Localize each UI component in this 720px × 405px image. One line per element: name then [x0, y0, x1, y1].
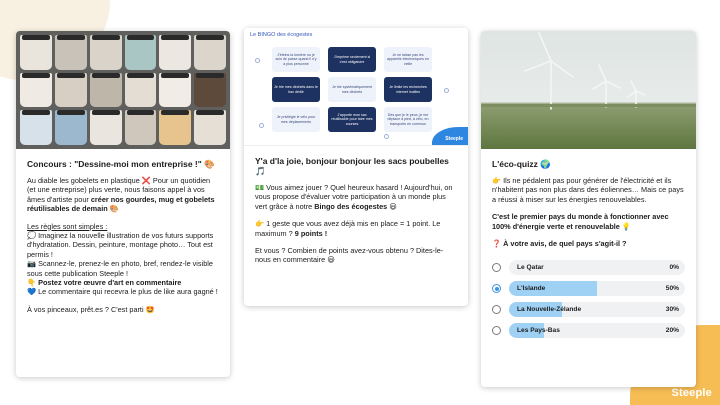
bingo-post-card[interactable] — [244, 28, 468, 306]
poll-option-label: Les Pays-Bas — [517, 327, 560, 335]
cup — [125, 73, 157, 108]
post-body — [481, 176, 696, 248]
radio-icon[interactable] — [492, 326, 501, 335]
cup — [20, 73, 52, 108]
bingo-cell: Je ne laisse pas les appareils électroniques en veille — [384, 47, 432, 72]
wind-turbines-illustration — [481, 31, 696, 149]
poll-option-label: L'Islande — [517, 285, 546, 293]
question-paragraph: Et vous ? Combien de points avez-vous obtenu ? Dites-le-nous en commentaire 😃 — [255, 246, 444, 265]
poll — [481, 256, 696, 338]
cup — [194, 73, 226, 108]
cup — [194, 35, 226, 70]
rule-item: 👇 Postez votre œuvre d'art en commentaire — [27, 278, 182, 288]
cups-image — [16, 31, 230, 149]
bingo-cell: J'apporte mon sac réutilisable pour faire mes courses — [328, 107, 376, 132]
bingo-cell: Je trie mes déchets dans le bac dédié — [272, 77, 320, 102]
cup — [90, 73, 122, 108]
poll-option-percent: 30% — [665, 306, 679, 314]
intro-paragraph: 💵 Vous aimez jouer ? Quel heureux hasard ! Aujourd'hui, on vous propose d'évaluer votre participation à un monde plus vert grâce à notre Bingo des écogestes 😃 — [255, 183, 453, 211]
poll-option[interactable] — [492, 302, 685, 317]
bingo-image — [244, 28, 468, 146]
bingo-title: Le BINGO des écogestes — [250, 32, 313, 38]
cup — [194, 110, 226, 145]
post-title: Y'a d'la joie, bonjour bonjour les sacs poubelles 🎵 — [255, 156, 449, 176]
cup — [159, 110, 191, 145]
bingo-cell: Je trie systématiquement mes déchets — [328, 77, 376, 102]
bingo-cell: Je privilégie le vélo pour mes déplacements — [272, 107, 320, 132]
cup — [55, 110, 87, 145]
quiz-question: ❓ À votre avis, de quel pays s'agit-il ? — [492, 239, 627, 249]
bingo-cell: Dès que je le peux, je me déplace à pied, à vélo, en transports en commun — [384, 107, 432, 132]
rule-item: 💙 Le commentaire qui recevra le plus de like aura gagné ! — [27, 287, 218, 297]
cup — [159, 35, 191, 70]
points-paragraph: 👉 1 geste que vous avez déjà mis en place = 1 point. Le maximum ? 9 points ! — [255, 219, 441, 238]
fact-paragraph: C'est le premier pays du monde à fonctionner avec 100% d'énergie verte et renouvelable 💡 — [492, 212, 669, 231]
post-body — [244, 183, 468, 265]
poll-option-percent: 20% — [665, 327, 679, 335]
bingo-cell: Je limite les recherches internet inutiles — [384, 77, 432, 102]
post-title: Concours : "Dessine-moi mon entreprise !" 🎨 — [27, 159, 215, 169]
bingo-cell: J'imprime seulement si c'est obligatoire — [328, 47, 376, 72]
post-title: L'éco-quizz 🌍 — [492, 159, 551, 169]
poll-option-bar[interactable] — [509, 302, 685, 317]
cup — [20, 110, 52, 145]
recycle-icon — [259, 123, 264, 128]
rule-item: 💭 Imaginez la nouvelle illustration de vos futurs supports d'hydratation. Dessin, peinture, montage photo… Tout est permis ! — [27, 231, 214, 259]
leaf-icon — [444, 88, 449, 93]
poll-option-bar[interactable] — [509, 260, 685, 275]
poll-option-bar[interactable] — [509, 323, 685, 338]
bingo-brand-logo: Steeple — [445, 136, 463, 142]
rule-item: 📷 Scannez-le, prenez-le en photo, bref, rendez-le visible sous cette publication Steeple ! — [27, 259, 213, 278]
cup — [55, 73, 87, 108]
rules-heading: Les règles sont simples : — [27, 221, 108, 231]
radio-icon[interactable] — [492, 263, 501, 272]
poll-option-bar[interactable] — [509, 281, 685, 296]
quiz-post-card[interactable] — [481, 31, 696, 387]
closing-line: À vos pinceaux, prêt.es ? C'est parti 🤩 — [27, 304, 155, 314]
radio-icon[interactable] — [492, 305, 501, 314]
poll-option[interactable] — [492, 260, 685, 275]
post-body — [16, 176, 230, 314]
poll-option-label: Le Qatar — [517, 264, 544, 272]
cup — [125, 35, 157, 70]
poll-option-label: La Nouvelle-Zélande — [517, 306, 582, 314]
bike-icon — [384, 134, 389, 139]
contest-post-card[interactable] — [16, 31, 230, 377]
brand-logo: Steeple — [671, 387, 712, 399]
cup — [90, 110, 122, 145]
cup — [55, 35, 87, 70]
lightbulb-icon — [255, 58, 260, 63]
cup — [125, 110, 157, 145]
poll-option-percent: 0% — [669, 264, 679, 272]
bingo-cell: J'éteins la lumière ou je suis de passe quand il n'y a plus personne — [272, 47, 320, 72]
poll-option-percent: 50% — [665, 285, 679, 293]
bingo-grid — [272, 47, 432, 132]
cup — [20, 35, 52, 70]
cup — [90, 35, 122, 70]
poll-option[interactable] — [492, 281, 685, 296]
intro-paragraph: 👉 Ils ne pédalent pas pour générer de l'électricité et ils n'habitent pas non plus dans des éoliennes… Mais ce pays a réussi à miser sur les énergies renouvelables. — [492, 176, 684, 204]
wind-turbines-image — [481, 31, 696, 149]
radio-selected-icon[interactable] — [492, 284, 501, 293]
cup — [159, 73, 191, 108]
intro-paragraph: Au diable les gobelets en plastique ❌ Pour un quotidien (et une entreprise) plus verte, nous faisons appel à vos âmes d'artiste pour créer nos gourdes, mug et gobelets réutilisables de demain 🎨 — [27, 176, 215, 214]
poll-option[interactable] — [492, 323, 685, 338]
